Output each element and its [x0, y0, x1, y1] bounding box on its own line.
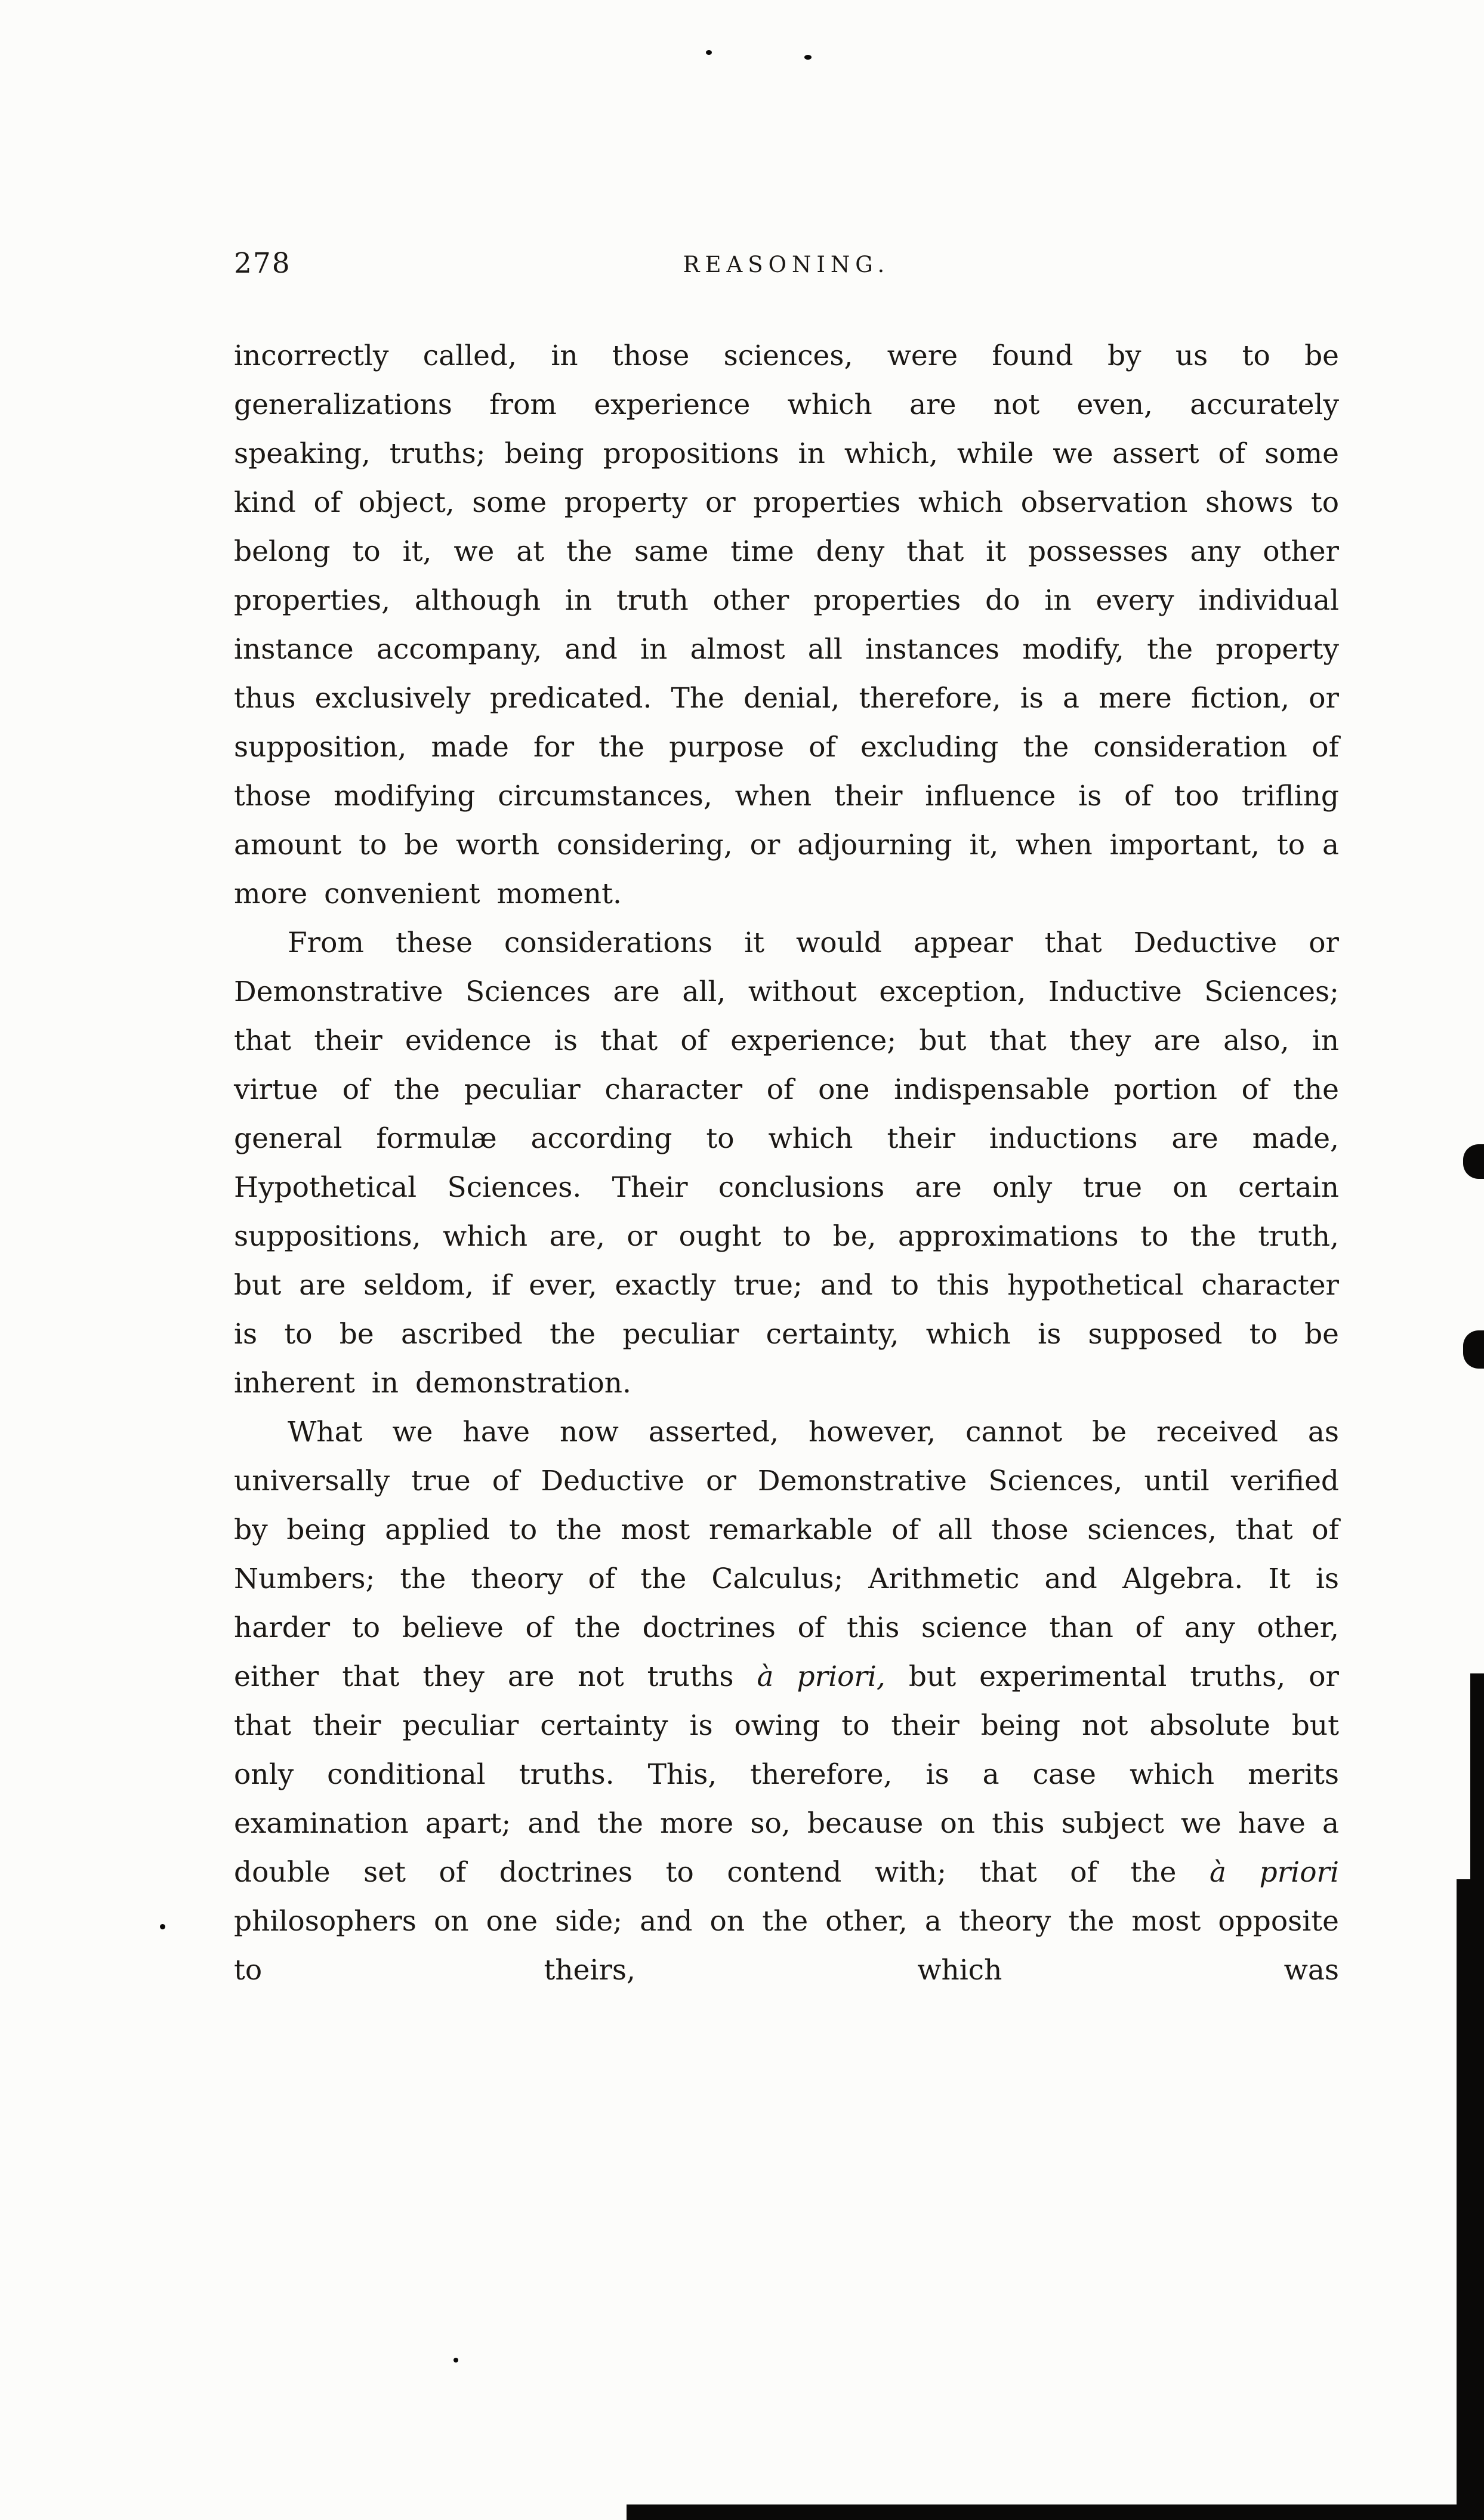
paragraph: [234, 1408, 1339, 1995]
ink-speck: [804, 55, 812, 60]
scan-edge-bar-top: [1470, 1673, 1484, 1882]
paragraph: [234, 332, 1339, 919]
paragraph: [234, 919, 1339, 1408]
text-segment: From these considerations it would appear that Deductive or Demonstrative Sciences are all, without exception, Inductive Sciences; that their evidence is that of experience; but that they are also, in virtue of the peculiar character of one indispensable portion of the general formulæ according to which their inductions are made, Hypothetical Sciences. Their conclusions are only true on certain suppositions, which are, or ought to be, approximations to the truth, but are seldom, if ever, exactly true; and to this hypothetical character is to be ascribed the peculiar certainty, which is supposed to be inherent in demonstration.: [234, 927, 1339, 1400]
text-segment: What we have now asserted, however, cannot be received as universally true of Deductive or Demonstrative Sciences, until verified by being applied to the most remarkable of all those sciences, that of Numbers; the theory of the Calculus; Arithmetic and Algebra. It is harder to believe of the doctrines of this science than of any other, either that they are not truths: [234, 1416, 1339, 1693]
running-header: REASONING.: [683, 252, 890, 277]
text-segment-italic: à priori,: [757, 1660, 886, 1693]
text-segment: incorrectly called, in those sciences, were found by us to be generalizations from experience which are not even, accurately speaking, truths; being propositions in which, while we assert of some kind of object, some property or properties which observation shows to belong to it, we at the same time deny that it possesses any other properties, although in truth other properties do in every individual instance accompany, and in almost all instances modify, the property thus exclusively predicated. The denial, therefore, is a mere fiction, or supposition, made for the purpose of excluding the consideration of those modifying circumstances, when their influence is of too trifling amount to be worth considering, or adjourning it, when important, to a more convenient moment.: [234, 339, 1339, 910]
scan-edge-mark: [1463, 1330, 1484, 1369]
page-number: 278: [234, 247, 291, 280]
scan-bottom-bar: [627, 2504, 1484, 2520]
text-segment: but experimental truths, or that their peculiar certainty is owing to their being not absolute but only conditional truths. This, therefore, is a case which merits examination apart; and the more so, because on this subject we have a double set of doctrines to contend with; that of the: [234, 1660, 1340, 1889]
ink-speck: [706, 50, 712, 55]
text-segment-italic: à priori: [1210, 1856, 1339, 1889]
ink-speck: [453, 2358, 458, 2362]
scan-edge-bar-bottom: [1457, 1879, 1484, 2520]
ink-speck: [160, 1924, 165, 1929]
page-header: [234, 247, 1339, 289]
text-segment: philosophers on one side; and on the other, a theory the most opposite to theirs, which was: [234, 1905, 1339, 1987]
body-text: [234, 332, 1339, 1995]
scan-edge-mark: [1463, 1144, 1484, 1179]
